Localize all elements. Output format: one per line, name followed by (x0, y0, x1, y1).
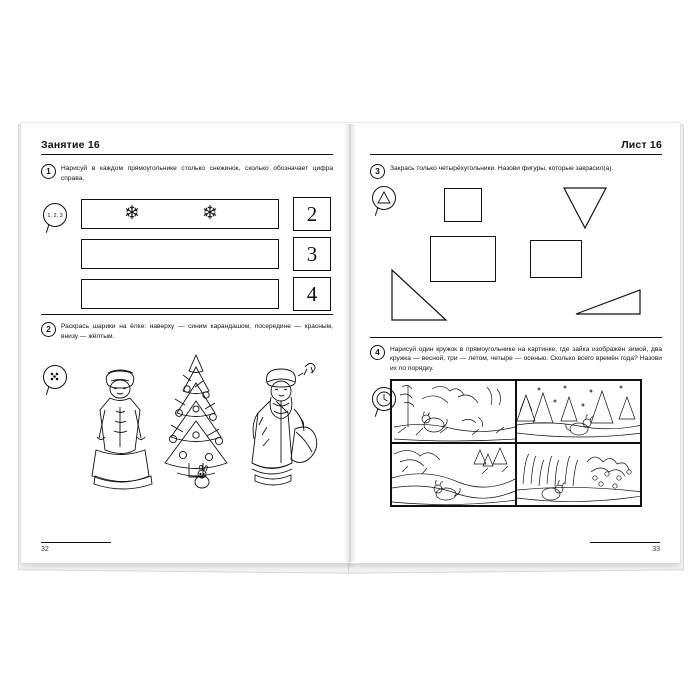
exercise-3-text: Закрась только четырёхугольники. Назови фигуры, которые закрасил(а). (390, 165, 614, 172)
left-page-number: 32 (41, 546, 49, 553)
exercise-1-number: 1 (41, 164, 56, 179)
left-folio-rule (41, 542, 111, 543)
shape-right-triangle[interactable] (388, 268, 450, 324)
season-cell-autumn[interactable] (391, 443, 516, 506)
shape-triangle-down[interactable] (562, 186, 608, 230)
ded-moroz-figure (243, 357, 323, 493)
exercise-1-text: Нарисуй в каждом прямоугольнике столько снежинок, сколько обозначает цифра справа. (61, 165, 333, 182)
shape-square[interactable] (444, 188, 482, 222)
right-page-header: Лист 16 (370, 139, 662, 155)
exercise-2 (41, 322, 333, 341)
palette-icon (43, 365, 67, 389)
open-book (18, 122, 682, 574)
exercise-3 (370, 164, 662, 174)
snowflake-box-3[interactable] (81, 279, 279, 309)
right-page (350, 122, 681, 564)
answer-box-1: 2 (293, 197, 331, 231)
season-cell-summer[interactable] (391, 380, 516, 443)
shape-rectangle-small[interactable] (530, 240, 582, 278)
exercise-4 (370, 345, 662, 374)
right-page-number: 33 (652, 546, 660, 553)
exercise-1-worksheet (41, 189, 333, 307)
left-page (20, 122, 351, 564)
bunny-icon (189, 465, 215, 491)
left-page-divider (41, 314, 333, 315)
exercise-4-text: Нарисуй один кружок в прямоугольнике на картинке, где зайка изображён зимой, два кружка — весной, три — летом, четыре — осенью. Сколько всего времён года? Назови их по порядку. (390, 345, 662, 372)
exercise-2-text: Раскрась шарики на ёлке: наверху — синим карандашом, посередине — красным, внизу — жёлтым. (61, 323, 333, 340)
snowflake-icon: ❄ (202, 203, 218, 224)
left-page-header: Занятие 16 (41, 139, 333, 155)
right-folio-rule (590, 542, 660, 543)
season-cell-spring[interactable] (516, 443, 641, 506)
snowflake-box-1[interactable] (81, 199, 279, 229)
triangle-icon (372, 186, 396, 210)
exercise-4-number: 4 (370, 345, 385, 360)
answer-box-2: 3 (293, 237, 331, 271)
answer-box-3: 4 (293, 277, 331, 311)
exercise-2-number: 2 (41, 322, 56, 337)
exercise-3-shapes (370, 180, 662, 330)
exercise-3-number: 3 (370, 164, 385, 179)
snegurochka-figure (81, 361, 159, 491)
book-gutter (344, 124, 356, 562)
snowflake-box-2[interactable] (81, 239, 279, 269)
season-cell-winter[interactable] (516, 380, 641, 443)
exercise-4-grid (390, 379, 642, 507)
snowflake-icon: ❄ (124, 203, 140, 224)
exercise-1 (41, 164, 333, 183)
right-page-divider (370, 337, 662, 338)
shape-right-trapezoid[interactable] (574, 284, 644, 320)
digits-badge: 1, 2, 3 (43, 203, 67, 227)
exercise-2-picture (41, 347, 333, 491)
